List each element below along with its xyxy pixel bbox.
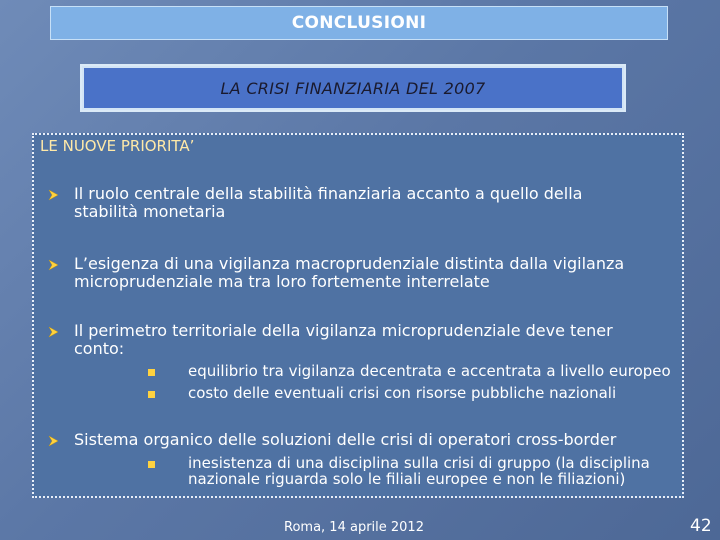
item-line-1: Sistema organico delle soluzioni delle crisi di operatori cross-border	[74, 430, 617, 449]
page-number: 42	[690, 516, 712, 536]
arrow-bullet-icon	[48, 435, 60, 447]
subtitle-inner	[82, 66, 624, 110]
sub-item-line-2: nazionale riguarda solo le filiali europee e non le filiazioni)	[188, 470, 626, 488]
square-bullet-icon	[148, 461, 155, 468]
square-bullet-icon	[148, 369, 155, 376]
square-bullet-icon	[148, 391, 155, 398]
item-line-1: Il ruolo centrale della stabilità finanziaria accanto a quello della	[74, 184, 583, 203]
item-line-2: conto:	[74, 339, 125, 358]
section-heading: LE NUOVE PRIORITA’	[40, 137, 195, 155]
item-line-1: Il perimetro territoriale della vigilanza microprudenziale deve tener	[74, 321, 613, 340]
item-line-2: microprudenziale ma tra loro fortemente interrelate	[74, 272, 490, 291]
item-line-1: L’esigenza di una vigilanza macroprudenziale distinta dalla vigilanza	[74, 254, 625, 273]
title-bar	[50, 6, 668, 40]
arrow-bullet-icon	[48, 326, 60, 338]
subtitle-box	[80, 64, 626, 112]
item-line-2: stabilità monetaria	[74, 202, 226, 221]
sub-item-line-1: inesistenza di una disciplina sulla crisi di gruppo (la disciplina	[188, 454, 650, 472]
arrow-bullet-icon	[48, 259, 60, 271]
subtitle-text: LA CRISI FINANZIARIA DEL 2007	[220, 78, 486, 98]
content-box	[32, 133, 684, 498]
sub-item-line-1: equilibrio tra vigilanza decentrata e accentrata a livello europeo	[188, 362, 671, 380]
page-title: CONCLUSIONI	[291, 13, 427, 33]
footer-date: Roma, 14 aprile 2012	[284, 520, 424, 535]
arrow-bullet-icon	[48, 189, 60, 201]
sub-item-line-1: costo delle eventuali crisi con risorse pubbliche nazionali	[188, 384, 617, 402]
